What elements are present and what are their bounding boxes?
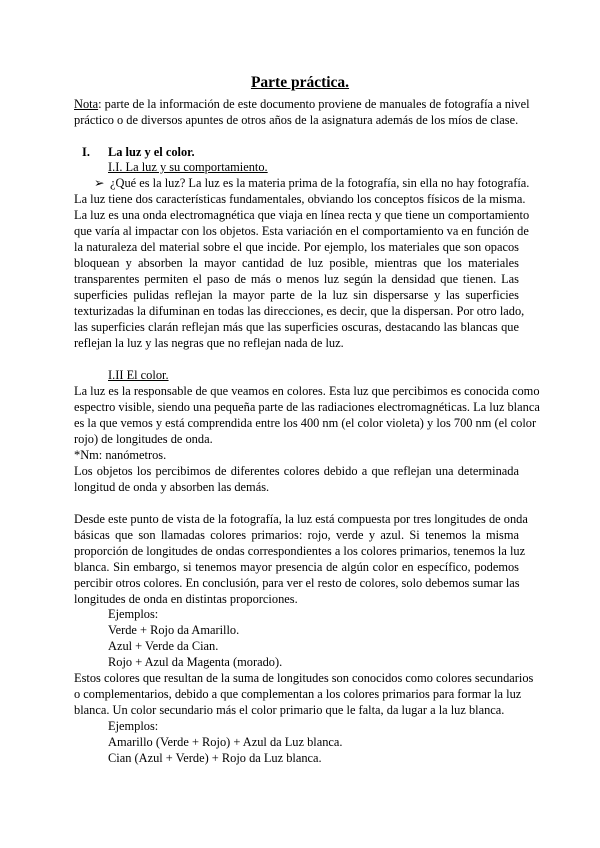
para1-line: superficies pulidas reflejan la mayor parte de la luz sin dispersarse y las superficies xyxy=(74,288,519,302)
para1-line: las superficies clarán reflejan más que las superficies oscuras, destacando las blancas que xyxy=(74,320,519,334)
para1-line: la naturaleza del material sobre el que incide. Por ejemplo, los materiales que son opacos xyxy=(74,240,519,254)
example-item: Verde + Rojo da Amarillo. xyxy=(108,623,240,637)
para3-line: longitud de onda y absorben las demás. xyxy=(74,480,270,494)
subsection-heading-1: I.I. La luz y su comportamiento. xyxy=(108,160,268,174)
para1-line: bloquean y absorben la mayor cantidad de luz posible, mientras que los materiales xyxy=(74,256,519,270)
para1-line: La luz es una onda electromagnética que viaja en línea recta y que tiene un comportamiento xyxy=(74,208,530,222)
section-numeral: I. xyxy=(82,145,90,159)
note-label: Nota xyxy=(74,97,99,111)
para4-line: longitudes de onda en distintas proporciones. xyxy=(74,592,298,606)
examples-label: Ejemplos: xyxy=(108,607,159,621)
para2-line: es la que vemos y está comprendida entre los 400 nm (el color violeta) y los 700 nm (el color xyxy=(74,416,537,430)
para1-line: reflejan la luz y las negras que no reflejan nada de luz. xyxy=(74,336,344,350)
para3-line: Los objetos los percibimos de diferentes colores debido a que reflejan una determinada xyxy=(74,464,519,478)
note-line-1-text: : parte de la información de este documento proviene de manuales de fotografía a nivel xyxy=(98,97,530,111)
para4-line: Desde este punto de vista de la fotografía, la luz está compuesta por tres longitudes de onda xyxy=(74,512,528,526)
para1-line: La luz tiene dos características fundamentales, obviando los conceptos físicos de la misma. xyxy=(74,192,526,206)
para1-line: que varía al impactar con los objetos. Esta variación en el comportamiento va en función de xyxy=(74,224,529,238)
para5-line: o complementarios, debido a que complementan a los colores primarios para formar la luz xyxy=(74,687,522,701)
page-title: Parte práctica. xyxy=(250,74,350,91)
para4-line: básicas que son llamadas colores primarios: rojo, verde y azul. Si tenemos la misma xyxy=(74,528,519,542)
para5-line: Estos colores que resultan de la suma de longitudes son conocidos como colores secundarios xyxy=(74,671,534,685)
para5-line: blanca. Un color secundario más el color primario que le falta, da lugar a la luz blanca. xyxy=(74,703,505,717)
para2-line: rojo) de longitudes de onda. xyxy=(74,432,213,446)
example-item: Azul + Verde da Cian. xyxy=(108,639,219,653)
subsection-heading-2: I.II El color. xyxy=(108,368,169,382)
footnote: *Nm: nanómetros. xyxy=(74,448,167,462)
para2-line: espectro visible, siendo una pequeña parte de las radiaciones electromagnéticas. La luz blanca xyxy=(74,400,540,414)
examples-label: Ejemplos: xyxy=(108,719,159,733)
para2-line: La luz es la responsable de que veamos en colores. Esta luz que percibimos es conocida como xyxy=(74,384,540,398)
para4-line: blanca. Sin embargo, si tenemos mayor presencia de algún color en específico, podemos xyxy=(74,560,519,574)
note-line-1 xyxy=(74,96,530,112)
example-item: Cian (Azul + Verde) + Rojo da Luz blanca. xyxy=(108,751,322,765)
bullet-text: ¿Qué es la luz? La luz es la materia prima de la fotografía, sin ella no hay fotografía. xyxy=(110,176,530,190)
note-line-2: práctico o de diversos apuntes de otros años de la asignatura además de los míos de clase. xyxy=(74,113,519,127)
para4-line: percibir otros colores. En conclusión, para ver el resto de colores, solo debemos sumar las xyxy=(74,576,520,590)
example-item: Amarillo (Verde + Rojo) + Azul da Luz blanca. xyxy=(108,735,343,749)
para1-line: texturizadas la difuminan en todas las direcciones, es decir, que la dispersan. Por otro lado, xyxy=(74,304,525,318)
para4-line: proporción de longitudes de ondas correspondientes a los colores primarios, tenemos la luz xyxy=(74,544,526,558)
bullet-arrow-icon: ➢ xyxy=(94,176,105,190)
section-heading: La luz y el color. xyxy=(108,145,195,159)
example-item: Rojo + Azul da Magenta (morado). xyxy=(108,655,283,669)
para1-line: transparentes permiten el paso de más o menos luz según la densidad que tienen. Las xyxy=(74,272,519,286)
